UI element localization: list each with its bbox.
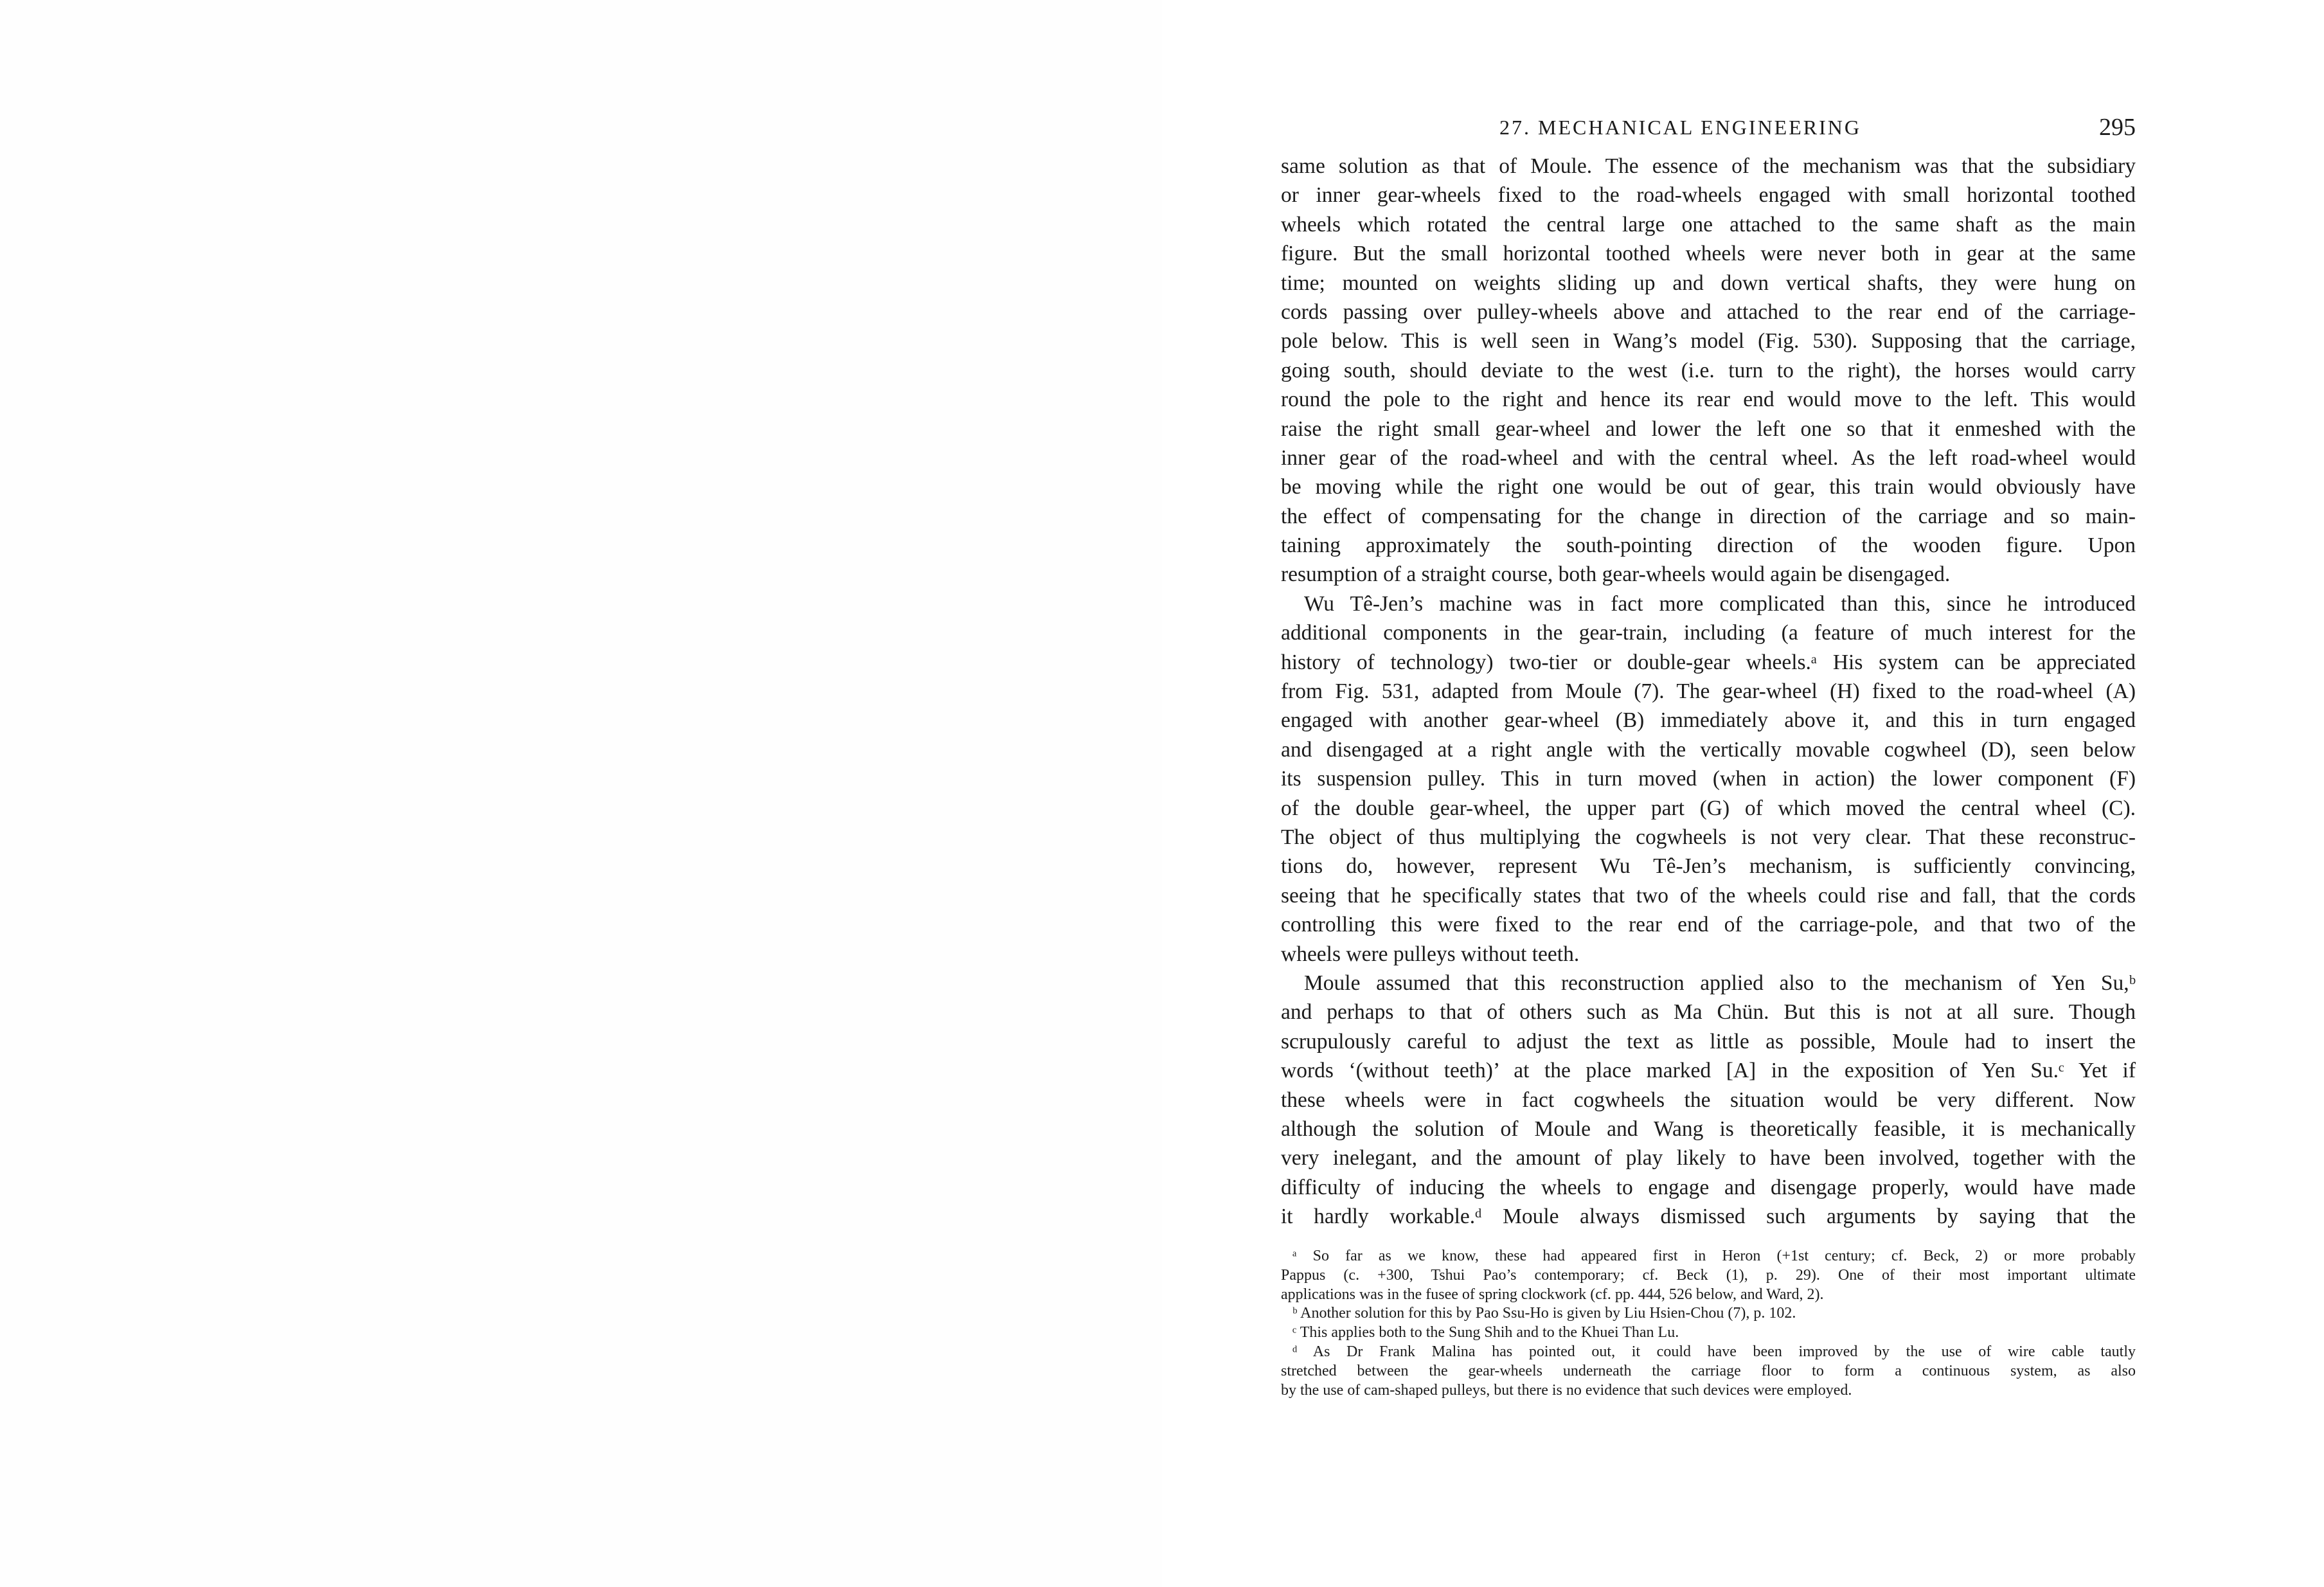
footnote-line: applications was in the fusee of spring clockwork (cf. pp. 444, 526 below, and Ward, 2). bbox=[1281, 1286, 1824, 1303]
body-line: inner gear of the road-wheel and with the central wheel. As the left road-wheel would bbox=[1281, 445, 2136, 470]
body-line: and perhaps to that of others such as Ma Chün. But this is not at all sure. Though bbox=[1281, 1000, 2136, 1025]
body-line: pole below. This is well seen in Wang’s model (Fig. 530). Supposing that the carriage, bbox=[1281, 329, 2136, 354]
body-line: of the double gear-wheel, the upper part (G) of which moved the central wheel (C). bbox=[1281, 796, 2136, 820]
body-line: these wheels were in fact cogwheels the situation would be very different. Now bbox=[1281, 1088, 2136, 1112]
footnote-line: by the use of cam-shaped pulleys, but there is no evidence that such devices were employed. bbox=[1281, 1381, 1852, 1399]
footnote-line: ᵃ So far as we know, these had appeared first in Heron (+1st century; cf. Beck, 2) or more probably bbox=[1292, 1248, 2136, 1264]
body-line: history of technology) two-tier or double-gear wheels.ᵃ His system can be appreciated bbox=[1281, 650, 2136, 674]
body-text bbox=[1281, 152, 2136, 1231]
page-number: 295 bbox=[2099, 114, 2136, 141]
body-line: cords passing over pulley-wheels above and attached to the rear end of the carriage- bbox=[1281, 300, 2136, 324]
running-head bbox=[1281, 111, 2136, 149]
body-line: its suspension pulley. This in turn moved (when in action) the lower component (F) bbox=[1281, 767, 2136, 791]
body-line: figure. But the small horizontal toothed wheels were never both in gear at the same bbox=[1281, 242, 2136, 266]
body-line: Wu Tê-Jen’s machine was in fact more complicated than this, since he introduced bbox=[1304, 591, 2136, 616]
body-line: from Fig. 531, adapted from Moule (7). The gear-wheel (H) fixed to the road-wheel (A) bbox=[1281, 679, 2136, 704]
footnote-line: stretched between the gear-wheels underneath the carriage floor to form a continuous system, as also bbox=[1281, 1362, 2136, 1379]
body-line: be moving while the right one would be out of gear, this train would obviously have bbox=[1281, 475, 2136, 499]
body-line: it hardly workable.ᵈ Moule always dismissed such arguments by saying that the bbox=[1281, 1205, 2136, 1229]
body-line: wheels which rotated the central large one attached to the same shaft as the main bbox=[1281, 212, 2136, 237]
body-line: time; mounted on weights sliding up and down vertical shafts, they were hung on bbox=[1281, 271, 2136, 295]
body-line: The object of thus multiplying the cogwheels is not very clear. That these reconstruc- bbox=[1281, 825, 2136, 849]
body-line: Moule assumed that this reconstruction applied also to the mechanism of Yen Su,ᵇ bbox=[1304, 971, 2136, 995]
running-title: 27. MECHANICAL ENGINEERING bbox=[1499, 116, 1861, 139]
body-line: tions do, however, represent Wu Tê-Jen’s mechanism, is sufficiently convincing, bbox=[1281, 854, 2136, 879]
body-line: or inner gear-wheels fixed to the road-wheels engaged with small horizontal toothed bbox=[1281, 183, 2136, 208]
footnote-line: ᵈ As Dr Frank Malina has pointed out, it could have been improved by the use of wire cable tautly bbox=[1292, 1343, 2136, 1360]
body-line: although the solution of Moule and Wang is theoretically feasible, it is mechanically bbox=[1281, 1116, 2136, 1141]
footnote-line: Pappus (c. +300, Tshui Pao’s contemporary; cf. Beck (1), p. 29). One of their most important ultimate bbox=[1281, 1266, 2136, 1284]
body-line: words ‘(without teeth)’ at the place marked [A] in the exposition of Yen Su.ᶜ Yet if bbox=[1281, 1059, 2136, 1083]
body-line: going south, should deviate to the west (i.e. turn to the right), the horses would carry bbox=[1281, 358, 2136, 382]
body-line: controlling this were fixed to the rear end of the carriage-pole, and that two of the bbox=[1281, 913, 2136, 937]
body-line: engaged with another gear-wheel (B) immediately above it, and this in turn engaged bbox=[1281, 708, 2136, 733]
body-line: round the pole to the right and hence its rear end would move to the left. This would bbox=[1281, 388, 2136, 412]
body-line: scrupulously careful to adjust the text as little as possible, Moule had to insert the bbox=[1281, 1029, 2136, 1054]
body-line: the effect of compensating for the change in direction of the carriage and so main- bbox=[1281, 504, 2136, 528]
body-line: additional components in the gear-train, including (a feature of much interest for the bbox=[1281, 621, 2136, 645]
footnote-line: ᵇ Another solution for this by Pao Ssu-Ho is given by Liu Hsien-Chou (7), p. 102. bbox=[1292, 1305, 1796, 1322]
footnote-line: ᶜ This applies both to the Sung Shih and to the Khuei Than Lu. bbox=[1292, 1324, 1679, 1341]
body-line: same solution as that of Moule. The essence of the mechanism was that the subsidiary bbox=[1281, 154, 2136, 178]
body-line: and disengaged at a right angle with the vertically movable cogwheel (D), seen below bbox=[1281, 737, 2136, 762]
body-line: seeing that he specifically states that two of the wheels could rise and fall, that the cords bbox=[1281, 883, 2136, 908]
body-line: wheels were pulleys without teeth. bbox=[1281, 942, 1580, 966]
body-line: resumption of a straight course, both gear-wheels would again be disengaged. bbox=[1281, 562, 1951, 587]
body-line: raise the right small gear-wheel and lower the left one so that it enmeshed with the bbox=[1281, 417, 2136, 441]
body-line: taining approximately the south-pointing direction of the wooden figure. Upon bbox=[1281, 533, 2136, 558]
body-line: very inelegant, and the amount of play likely to have been involved, together with the bbox=[1281, 1146, 2136, 1170]
footnotes bbox=[1281, 1247, 2136, 1400]
body-line: difficulty of inducing the wheels to engage and disengage properly, would have made bbox=[1281, 1175, 2136, 1199]
